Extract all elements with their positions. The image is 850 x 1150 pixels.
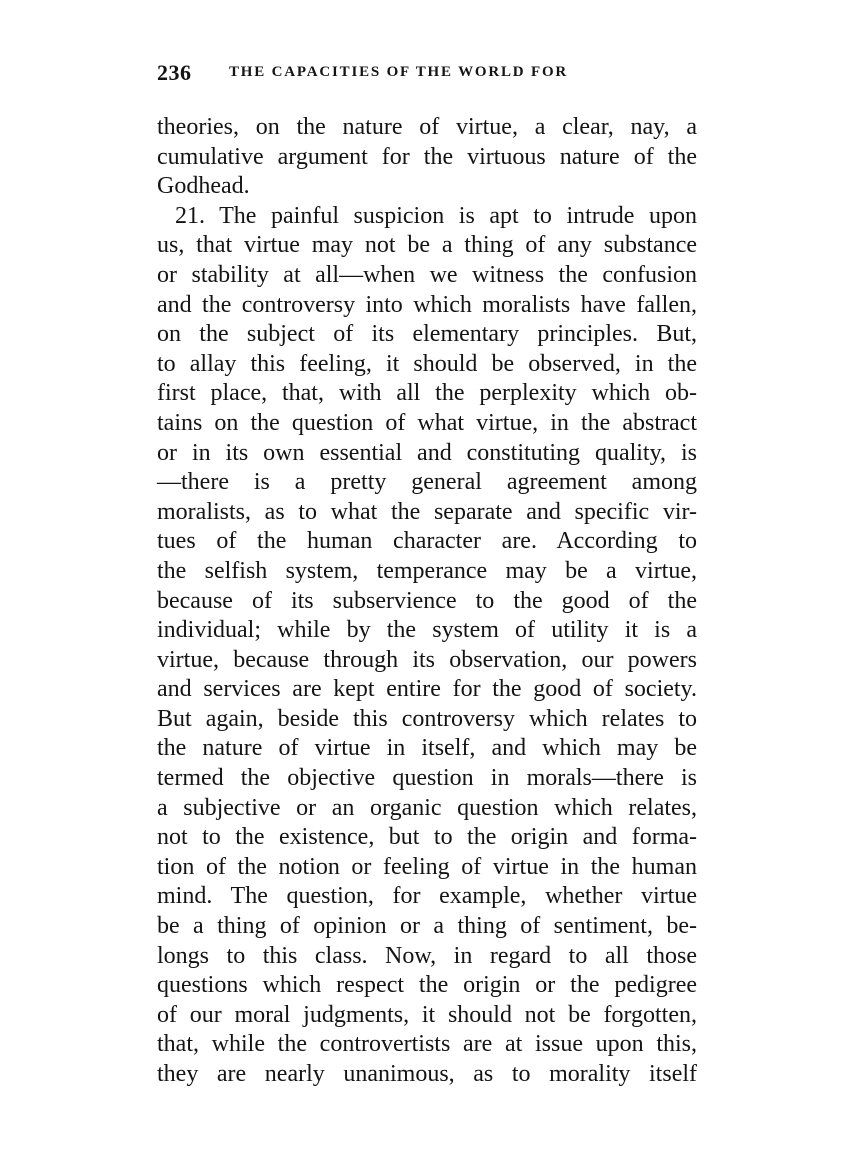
text-line: not to the existence, but to the origin and forma- — [157, 824, 697, 851]
text-line: tues of the human character are. According to — [157, 528, 697, 555]
text-line: on the subject of its elementary principles. But, — [157, 321, 697, 348]
text-line: longs to this class. Now, in regard to all those — [157, 942, 697, 969]
text-line: virtue, because through its observation, our powers — [157, 646, 697, 673]
text-line: But again, beside this controversy which relates to — [157, 705, 697, 732]
text-line: they are nearly unanimous, as to morality itself — [157, 1061, 697, 1087]
book-page — [157, 58, 697, 1090]
text-line: individual; while by the system of utility it is a — [157, 617, 697, 644]
text-line: or stability at all—when we witness the confusion — [157, 261, 697, 288]
text-line: that, while the controvertists are at issue upon this, — [157, 1031, 697, 1058]
text-line: or in its own essential and constituting quality, is — [157, 439, 697, 466]
text-line: —there is a pretty general agreement among — [157, 469, 697, 496]
text-line: of our moral judgments, it should not be forgotten, — [157, 1001, 697, 1028]
text-line: be a thing of opinion or a thing of sentiment, be- — [157, 913, 697, 940]
page-number: 236 — [157, 60, 192, 85]
body-text — [157, 113, 697, 1090]
text-line: mind. The question, for example, whether virtue — [157, 883, 697, 910]
text-line: theories, on the nature of virtue, a clear, nay, a — [157, 114, 697, 140]
text-line: a subjective or an organic question which relates, — [157, 794, 697, 821]
text-line: the nature of virtue in itself, and which may be — [157, 735, 697, 762]
text-line: Godhead. — [157, 173, 250, 200]
paragraph-start-line: 21. The painful suspicion is apt to intrude upon — [175, 202, 697, 229]
text-line: us, that virtue may not be a thing of any substance — [157, 232, 697, 259]
text-line: termed the objective question in morals—there is — [157, 765, 697, 792]
running-head: THE CAPACITIES OF THE WORLD FOR — [229, 64, 569, 80]
text-line: the selfish system, temperance may be a virtue, — [157, 557, 697, 584]
text-line: tion of the notion or feeling of virtue in the human — [157, 853, 697, 880]
text-line: cumulative argument for the virtuous nature of the — [157, 143, 697, 170]
text-line: first place, that, with all the perplexity which ob- — [157, 380, 697, 407]
text-line: moralists, as to what the separate and specific vir- — [157, 498, 697, 525]
page-header — [157, 58, 697, 94]
text-line: and the controversy into which moralists have fallen, — [157, 291, 697, 318]
text-line: because of its subservience to the good of the — [157, 587, 697, 614]
text-line: to allay this feeling, it should be observed, in the — [157, 350, 697, 377]
text-line: and services are kept entire for the good of society. — [157, 676, 697, 703]
text-line: questions which respect the origin or the pedigree — [157, 972, 697, 999]
text-line: tains on the question of what virtue, in the abstract — [157, 409, 697, 436]
